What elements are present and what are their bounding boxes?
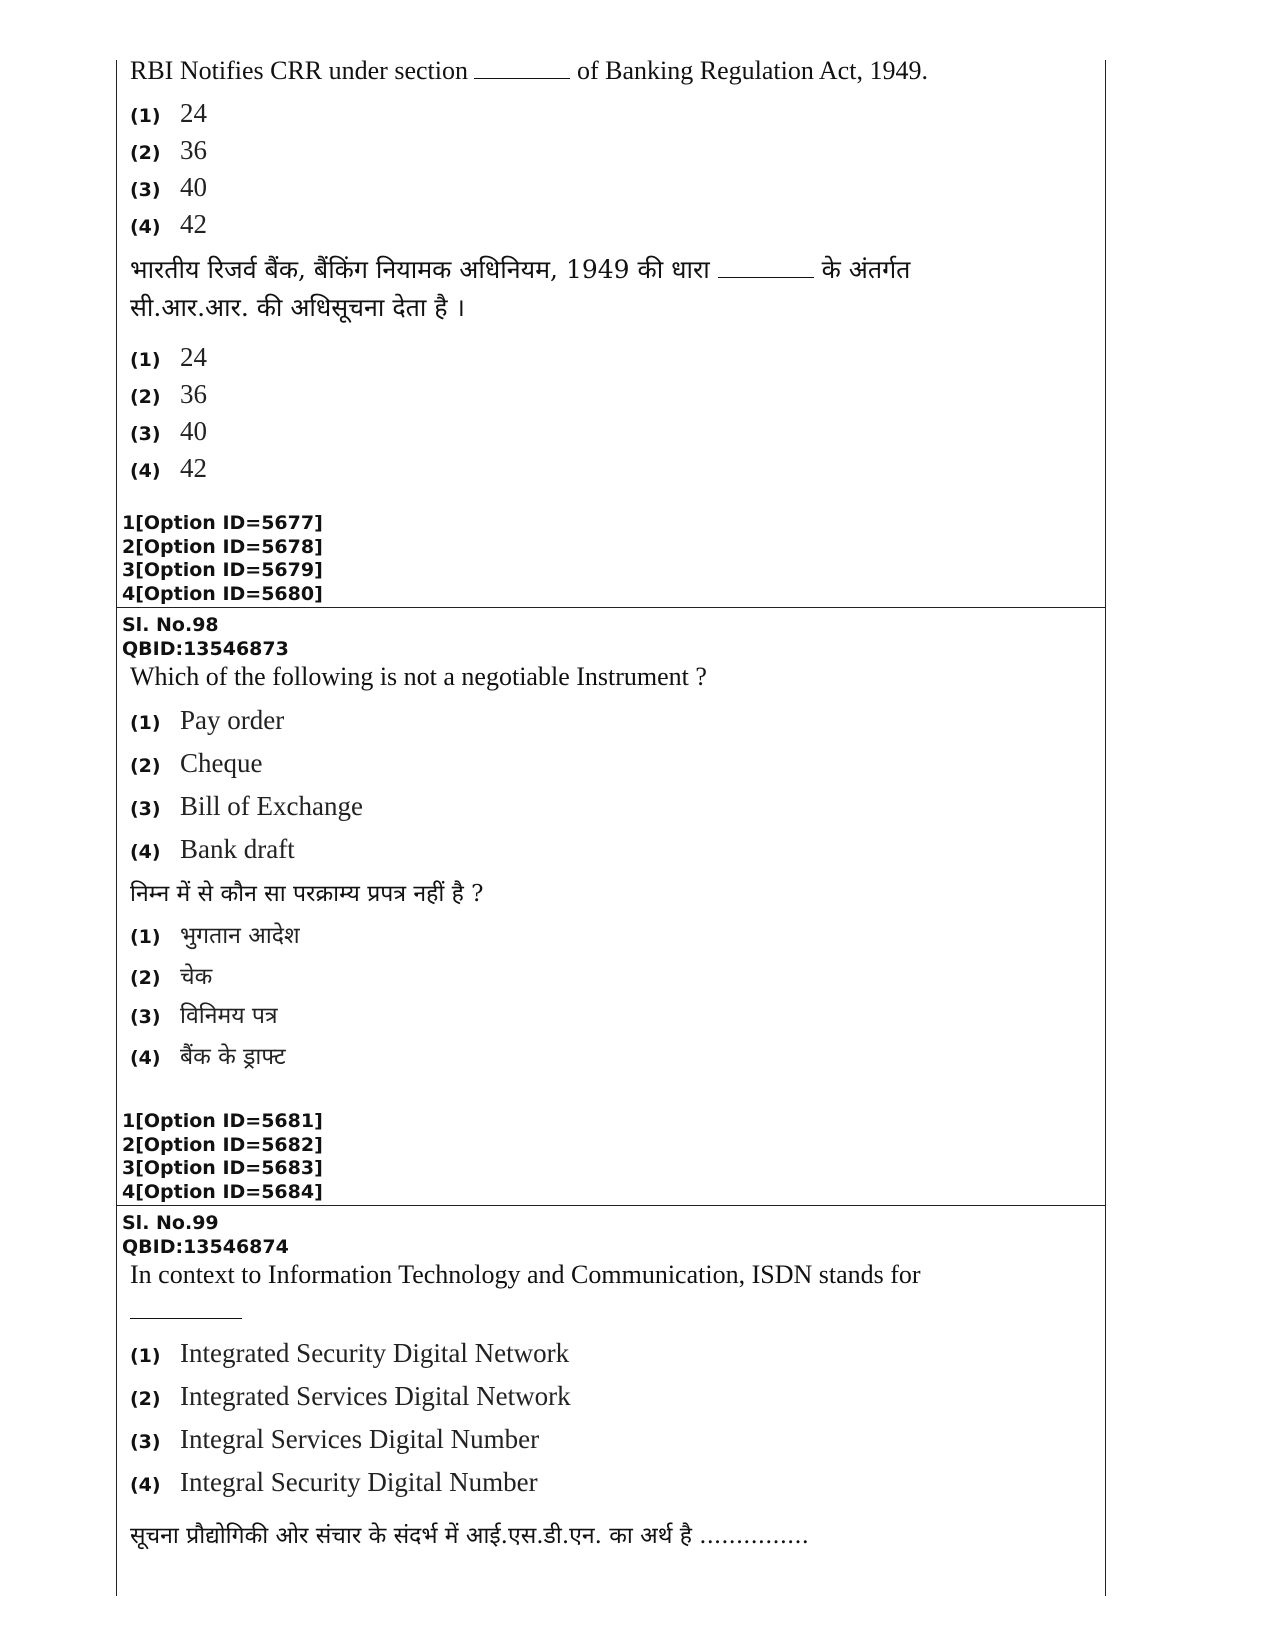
q98-hi-option-2: (2) चेक	[130, 964, 213, 990]
option-id: 4[Option ID=5684]	[122, 1180, 323, 1203]
option-id: 1[Option ID=5677]	[122, 512, 323, 534]
serial-number: Sl. No.98	[122, 614, 219, 636]
q97-en-option-4: (4) 42	[130, 209, 207, 239]
q99-en-option-3: (3) Integral Services Digital Number	[130, 1424, 540, 1454]
q97-hindi-end: के अंतर्गत	[821, 255, 911, 284]
q97-hindi-question	[130, 252, 910, 286]
q98-option-ids	[122, 1110, 323, 1204]
fill-blank	[474, 78, 570, 79]
left-border	[116, 60, 117, 1596]
q97-option-ids	[122, 512, 323, 606]
option-id: 2[Option ID=5678]	[122, 535, 323, 558]
q98-hi-option-3: (3) विनिमय पत्र	[130, 1003, 278, 1029]
q98-hi-option-4: (4) बैंक के ड्राफ्ट	[130, 1044, 286, 1070]
q97-question-end: of Banking Regulation Act, 1949.	[576, 56, 928, 85]
q99-en-option-2: (2) Integrated Services Digital Network	[130, 1381, 571, 1411]
q97-english-question	[130, 56, 928, 86]
q97-hi-option-2: (2) 36	[130, 379, 207, 409]
q98-hindi-question: निम्न में से कौन सा परक्राम्य प्रपत्र नहीं है ?	[130, 881, 484, 907]
q98-en-option-3: (3) Bill of Exchange	[130, 791, 363, 821]
q97-hi-option-1: (1) 24	[130, 342, 207, 372]
q97-hindi-question-line2: सी.आर.आर. की अधिसूचना देता है ।	[130, 293, 466, 322]
qbid: QBID:13546873	[122, 637, 289, 660]
q98-en-option-1: (1) Pay order	[130, 705, 285, 735]
option-id: 3[Option ID=5679]	[122, 559, 323, 581]
serial-number: Sl. No.99	[122, 1212, 219, 1234]
q99-header	[122, 1212, 289, 1259]
q97-hi-option-4: (4) 42	[130, 453, 207, 483]
qbid: QBID:13546874	[122, 1235, 289, 1258]
q97-en-option-3: (3) 40	[130, 172, 207, 202]
q98-hi-option-1: (1) भुगतान आदेश	[130, 923, 300, 949]
fill-blank	[130, 1318, 242, 1319]
q99-english-question: In context to Information Technology and Communication, ISDN stands for	[130, 1260, 921, 1289]
q99-hindi-question: सूचना प्रौद्योगिकी ओर संचार के संदर्भ में आई.एस.डी.एन. का अर्थ है ...............	[130, 1523, 809, 1549]
option-id: 4[Option ID=5680]	[122, 582, 323, 605]
option-id: 3[Option ID=5683]	[122, 1157, 323, 1179]
question-divider	[116, 607, 1106, 608]
option-id: 1[Option ID=5681]	[122, 1110, 323, 1132]
q97-hi-option-3: (3) 40	[130, 416, 207, 446]
fill-blank	[718, 277, 814, 278]
right-border	[1105, 60, 1106, 1596]
q99-en-option-4: (4) Integral Security Digital Number	[130, 1467, 538, 1497]
q98-en-option-4: (4) Bank draft	[130, 834, 295, 864]
q97-en-option-1: (1) 24	[130, 98, 207, 128]
q97-question-start: RBI Notifies CRR under section	[130, 56, 468, 85]
question-divider	[116, 1205, 1106, 1206]
q98-header	[122, 614, 289, 661]
q99-en-option-1: (1) Integrated Security Digital Network	[130, 1338, 570, 1368]
q98-en-option-2: (2) Cheque	[130, 748, 263, 778]
q97-hindi-start: भारतीय रिजर्व बैंक, बैंकिंग नियामक अधिनियम, 1949 की धारा	[130, 255, 710, 284]
q98-english-question: Which of the following is not a negotiable Instrument ?	[130, 662, 707, 691]
option-id: 2[Option ID=5682]	[122, 1133, 323, 1156]
q97-en-option-2: (2) 36	[130, 135, 207, 165]
